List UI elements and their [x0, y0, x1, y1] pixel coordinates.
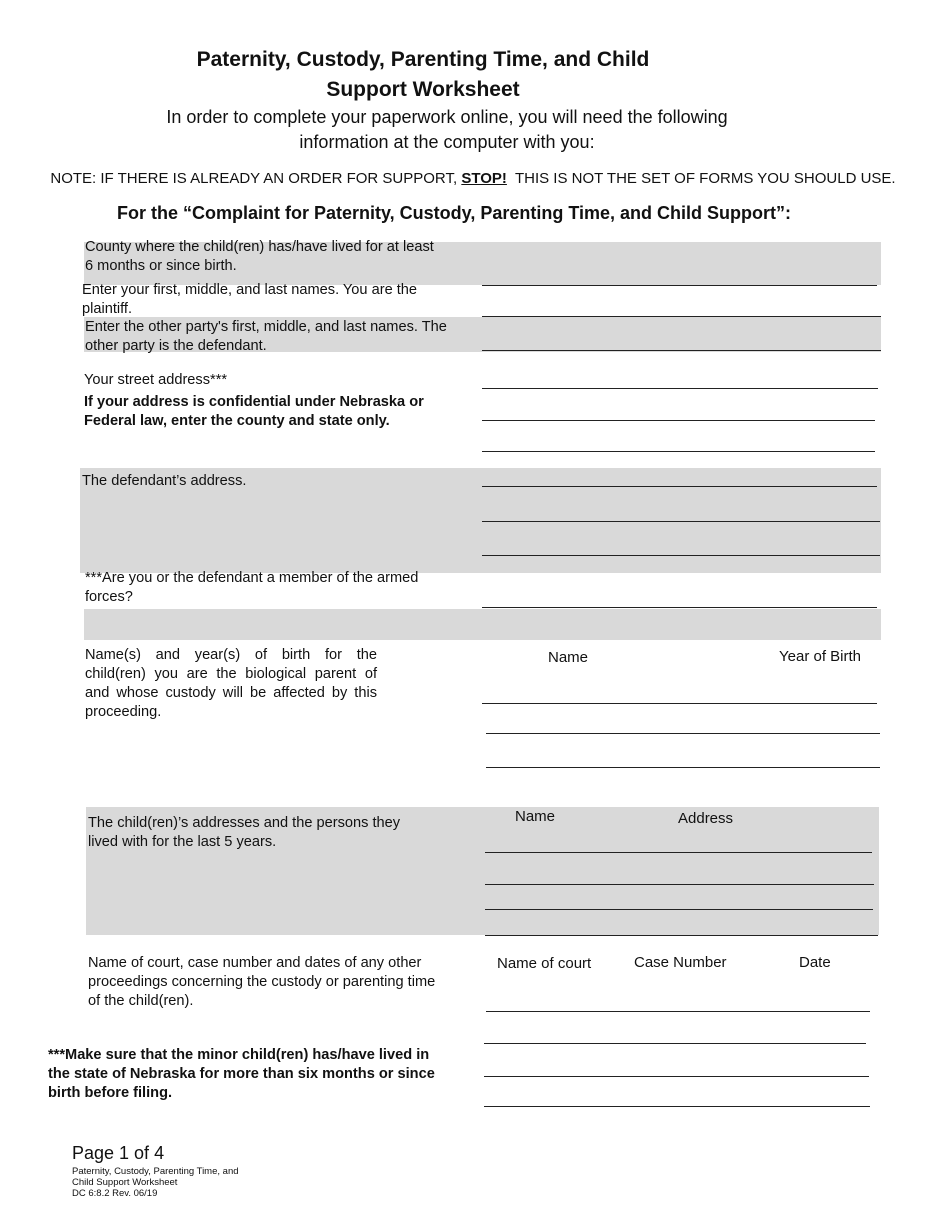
note-suffix: THIS IS NOT THE SET OF FORMS YOU SHOULD USE.	[506, 170, 896, 187]
children-address-line-4[interactable]	[485, 935, 878, 936]
children-address-line-2[interactable]	[485, 884, 874, 885]
addresses-address-column: Address	[678, 810, 734, 827]
children-address-line-1[interactable]	[485, 852, 872, 853]
proceedings-line-3[interactable]	[484, 1076, 869, 1077]
street-address-line-3[interactable]	[482, 451, 875, 452]
children-line-3[interactable]	[486, 767, 880, 768]
proceedings-court-column: Name of court	[497, 955, 592, 972]
defendant-address-label: The defendant’s address.	[82, 473, 247, 489]
proceedings-line-4[interactable]	[484, 1106, 870, 1107]
children-address-line-3[interactable]	[485, 909, 873, 910]
children-addresses-label: The child(ren)’s addresses and the persons they lived with for the last 5 years.	[88, 815, 401, 850]
note-prefix: NOTE: IF THERE IS ALREADY AN ORDER FOR SUPPORT,	[50, 170, 462, 187]
street-address-label: Your street address***	[84, 372, 228, 388]
page-title-line2: Support Worksheet	[326, 78, 520, 101]
residency-warning: ***Make sure that the minor child(ren) has/have lived in the state of Nebraska for more than six months or since birth before filing.	[48, 1047, 435, 1101]
children-line-1[interactable]	[482, 703, 877, 704]
your-name-label: Enter your first, middle, and last names. You are the plaintiff.	[82, 282, 418, 317]
proceedings-line-2[interactable]	[484, 1043, 866, 1044]
confidential-address-note: If your address is confidential under Nebraska or Federal law, enter the county and state only.	[84, 394, 424, 429]
intro-line1: In order to complete your paperwork online, you will need the following	[166, 107, 728, 127]
proceedings-case-column: Case Number	[634, 954, 727, 971]
county-label: County where the child(ren) has/have lived for at least 6 months or since birth.	[85, 239, 434, 274]
page-title-line1: Paternity, Custody, Parenting Time, and Child	[196, 48, 650, 71]
defendant-address-line-1[interactable]	[482, 486, 877, 487]
armed-forces-label: ***Are you or the defendant a member of the armed forces?	[85, 570, 419, 605]
proceedings-date-column: Date	[799, 954, 831, 971]
defendant-address-line-2[interactable]	[482, 521, 880, 522]
defendant-address-line-3[interactable]	[482, 555, 880, 556]
county-answer-line[interactable]	[482, 285, 877, 286]
armed-forces-answer-line[interactable]	[482, 607, 877, 608]
order-note	[0, 170, 946, 187]
children-names-label: Name(s) and year(s) of birth for the child(ren) you are the biological parent of and whose custody will be affected by this proceeding.	[85, 647, 377, 720]
street-address-line-2[interactable]	[482, 420, 875, 421]
other-proceedings-label: Name of court, case number and dates of any other proceedings concerning the custody or parenting time of the child(ren).	[88, 955, 436, 1009]
your-name-answer-line[interactable]	[482, 316, 881, 317]
armed-forces-band	[84, 609, 881, 640]
intro-line2: information at the computer with you:	[299, 132, 595, 152]
form-name-line2: Child Support Worksheet	[72, 1177, 178, 1188]
proceedings-line-1[interactable]	[486, 1011, 870, 1012]
other-party-name-label: Enter the other party's first, middle, and last names. The other party is the defendant.	[85, 319, 447, 354]
addresses-name-column: Name	[515, 808, 556, 825]
children-year-column: Year of Birth	[779, 648, 861, 665]
page-number: Page 1 of 4	[72, 1143, 165, 1163]
section-heading: For the “Complaint for Paternity, Custody, Parenting Time, and Child Support”:	[116, 203, 792, 223]
form-code: DC 6:8.2 Rev. 06/19	[72, 1188, 158, 1199]
children-line-2[interactable]	[486, 733, 880, 734]
other-party-answer-line[interactable]	[482, 350, 881, 351]
note-stop: STOP!	[461, 170, 507, 187]
street-address-line-1[interactable]	[482, 388, 878, 389]
children-name-column: Name	[548, 649, 589, 666]
form-name-line1: Paternity, Custody, Parenting Time, and	[72, 1166, 239, 1177]
